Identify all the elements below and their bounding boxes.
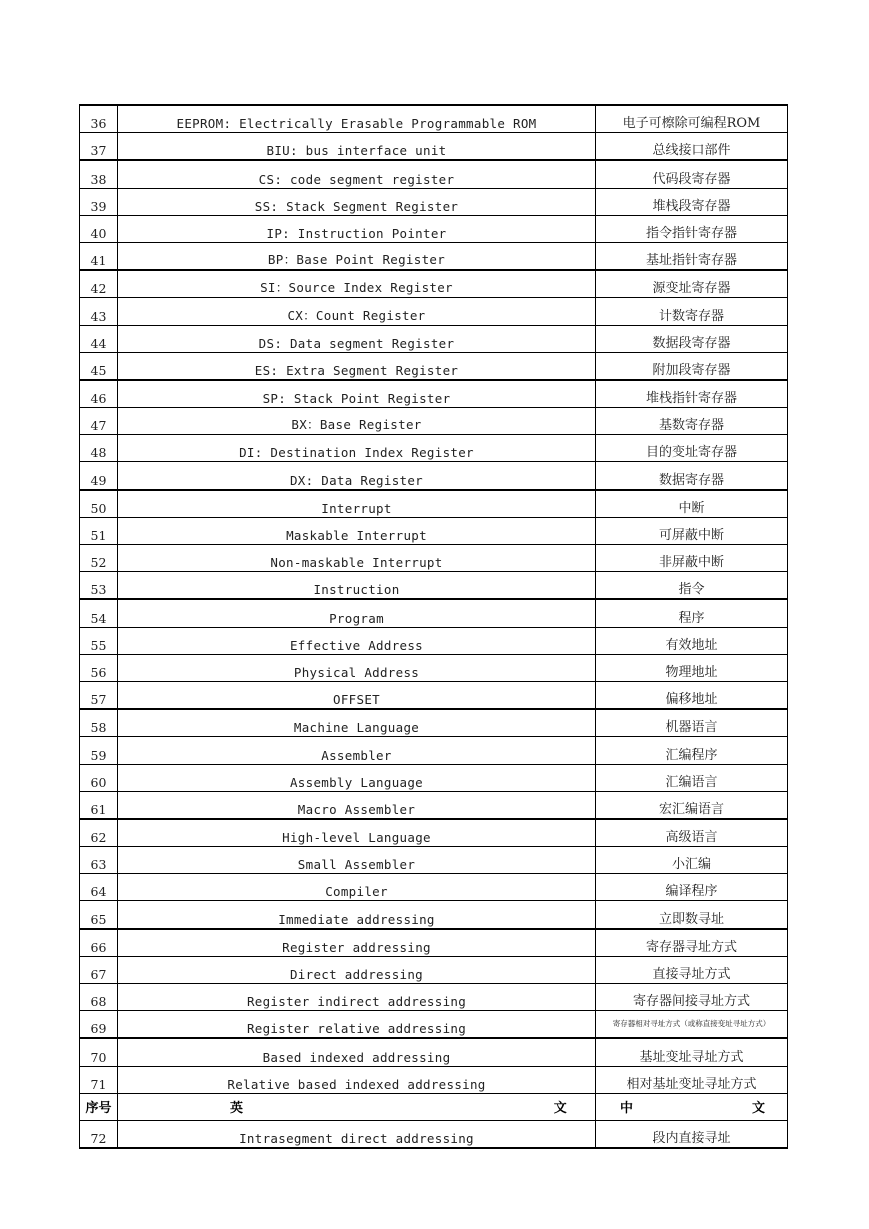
table-row [80,490,788,518]
row-number: 50 [80,490,118,518]
english-term: Compiler [118,874,596,901]
table-row [80,462,788,490]
row-number: 52 [80,545,118,572]
row-number: 44 [80,325,118,352]
row-number: 41 [80,242,118,270]
row-number: 68 [80,984,118,1011]
table-row [80,352,788,380]
chinese-term: 段内直接寻址 [596,1120,788,1148]
table-row [80,929,788,957]
row-number: 54 [80,599,118,627]
row-number: 37 [80,133,118,161]
header-chinese [596,1093,788,1120]
row-number: 51 [80,517,118,544]
table-row [80,160,788,188]
chinese-term: 基址指针寄存器 [596,242,788,270]
glossary-table [79,104,788,1149]
table-row [80,298,788,325]
chinese-term: 小汇编 [596,847,788,874]
chinese-term: 附加段寄存器 [596,352,788,380]
table-row [80,242,788,270]
table-row [80,764,788,791]
row-number: 55 [80,627,118,654]
row-number: 62 [80,819,118,847]
row-number: 43 [80,298,118,325]
table-row [80,654,788,681]
chinese-term: 寄存器寻址方式 [596,929,788,957]
header-row [80,1093,788,1120]
header-english-left: 英 [230,1100,244,1116]
english-term: CX：Count Register [118,298,596,325]
english-term: Small Assembler [118,847,596,874]
chinese-term: 目的变址寄存器 [596,435,788,462]
table-row [80,325,788,352]
chinese-term: 计数寄存器 [596,298,788,325]
table-row [80,681,788,709]
table-row [80,270,788,298]
row-number: 63 [80,847,118,874]
chinese-term: 中断 [596,490,788,518]
chinese-term: 基数寄存器 [596,408,788,435]
row-number: 45 [80,352,118,380]
english-term: Assembly Language [118,764,596,791]
english-term: Non-maskable Interrupt [118,545,596,572]
english-term: BIU: bus interface unit [118,133,596,161]
header-num: 序号 [80,1093,118,1120]
english-term: SI：Source Index Register [118,270,596,298]
header-english [118,1093,596,1120]
chinese-term: 汇编语言 [596,764,788,791]
english-term: Machine Language [118,709,596,737]
chinese-term: 指令指针寄存器 [596,215,788,242]
chinese-term: 寄存器相对寻址方式（或称直接变址寻址方式） [596,1011,788,1039]
row-number: 61 [80,791,118,819]
row-number: 70 [80,1038,118,1066]
english-term: Register addressing [118,929,596,957]
chinese-term: 有效地址 [596,627,788,654]
chinese-term: 源变址寄存器 [596,270,788,298]
chinese-term: 堆栈指针寄存器 [596,380,788,408]
chinese-term: 非屏蔽中断 [596,545,788,572]
table-row [80,1066,788,1093]
table-row [80,1011,788,1039]
row-number: 58 [80,709,118,737]
row-number: 65 [80,901,118,929]
table-row [80,545,788,572]
table-row [80,847,788,874]
row-number: 46 [80,380,118,408]
table-row [80,709,788,737]
table-row [80,408,788,435]
english-term: Immediate addressing [118,901,596,929]
english-term: DI: Destination Index Register [118,435,596,462]
table-row [80,1038,788,1066]
english-term: Effective Address [118,627,596,654]
row-number: 64 [80,874,118,901]
chinese-term: 总线接口部件 [596,133,788,161]
chinese-term: 数据段寄存器 [596,325,788,352]
english-term: Maskable Interrupt [118,517,596,544]
english-term: Macro Assembler [118,791,596,819]
row-number: 60 [80,764,118,791]
table-row [80,901,788,929]
english-term: ES: Extra Segment Register [118,352,596,380]
row-number: 36 [80,105,118,133]
row-number: 67 [80,956,118,983]
chinese-term: 代码段寄存器 [596,160,788,188]
row-number: 47 [80,408,118,435]
table-row [80,105,788,133]
header-english-right: 文 [553,1100,567,1116]
table-row [80,737,788,764]
chinese-term: 偏移地址 [596,681,788,709]
english-term: Based indexed addressing [118,1038,596,1066]
chinese-term: 机器语言 [596,709,788,737]
table-row [80,627,788,654]
english-term: Register indirect addressing [118,984,596,1011]
english-term: BX：Base Register [118,408,596,435]
english-term: Program [118,599,596,627]
table-row [80,517,788,544]
english-term: Physical Address [118,654,596,681]
english-term: BP：Base Point Register [118,242,596,270]
row-number: 59 [80,737,118,764]
row-number: 72 [80,1120,118,1148]
row-number: 39 [80,188,118,215]
english-term: Register relative addressing [118,1011,596,1039]
chinese-term: 数据寄存器 [596,462,788,490]
row-number: 49 [80,462,118,490]
chinese-term: 可屏蔽中断 [596,517,788,544]
row-number: 69 [80,1011,118,1039]
english-term: Instruction [118,572,596,600]
english-term: Intrasegment direct addressing [118,1120,596,1148]
header-chinese-left: 中 [620,1100,634,1116]
chinese-term: 直接寻址方式 [596,956,788,983]
english-term: SP: Stack Point Register [118,380,596,408]
chinese-term: 汇编程序 [596,737,788,764]
table-row [80,956,788,983]
row-number: 53 [80,572,118,600]
table-row [80,791,788,819]
row-number: 71 [80,1066,118,1093]
english-term: Interrupt [118,490,596,518]
chinese-term: 相对基址变址寻址方式 [596,1066,788,1093]
chinese-term: 宏汇编语言 [596,791,788,819]
english-term: IP: Instruction Pointer [118,215,596,242]
row-number: 56 [80,654,118,681]
english-term: OFFSET [118,681,596,709]
chinese-term: 立即数寻址 [596,901,788,929]
chinese-term: 堆栈段寄存器 [596,188,788,215]
row-number: 38 [80,160,118,188]
row-number: 48 [80,435,118,462]
chinese-term: 高级语言 [596,819,788,847]
chinese-term: 寄存器间接寻址方式 [596,984,788,1011]
english-term: Assembler [118,737,596,764]
header-chinese-right: 文 [751,1100,765,1116]
table-row [80,984,788,1011]
glossary-rows-continued [80,1120,788,1148]
english-term: High-level Language [118,819,596,847]
english-term: SS: Stack Segment Register [118,188,596,215]
row-number: 42 [80,270,118,298]
table-row [80,874,788,901]
chinese-term: 程序 [596,599,788,627]
table-row [80,133,788,161]
english-term: DX: Data Register [118,462,596,490]
table-row [80,819,788,847]
row-number: 40 [80,215,118,242]
chinese-term: 物理地址 [596,654,788,681]
english-term: DS: Data segment Register [118,325,596,352]
table-row [80,215,788,242]
english-term: EEPROM: Electrically Erasable Programmable ROM [118,105,596,133]
table-row [80,572,788,600]
table-row [80,1120,788,1148]
chinese-term: 电子可檫除可编程ROM [596,105,788,133]
table-row [80,599,788,627]
english-term: Relative based indexed addressing [118,1066,596,1093]
english-term: CS: code segment register [118,160,596,188]
row-number: 66 [80,929,118,957]
chinese-term: 基址变址寻址方式 [596,1038,788,1066]
row-number: 57 [80,681,118,709]
glossary-rows [80,105,788,1093]
table-row [80,435,788,462]
table-row [80,188,788,215]
chinese-term: 指令 [596,572,788,600]
chinese-term: 编译程序 [596,874,788,901]
table-row [80,380,788,408]
english-term: Direct addressing [118,956,596,983]
